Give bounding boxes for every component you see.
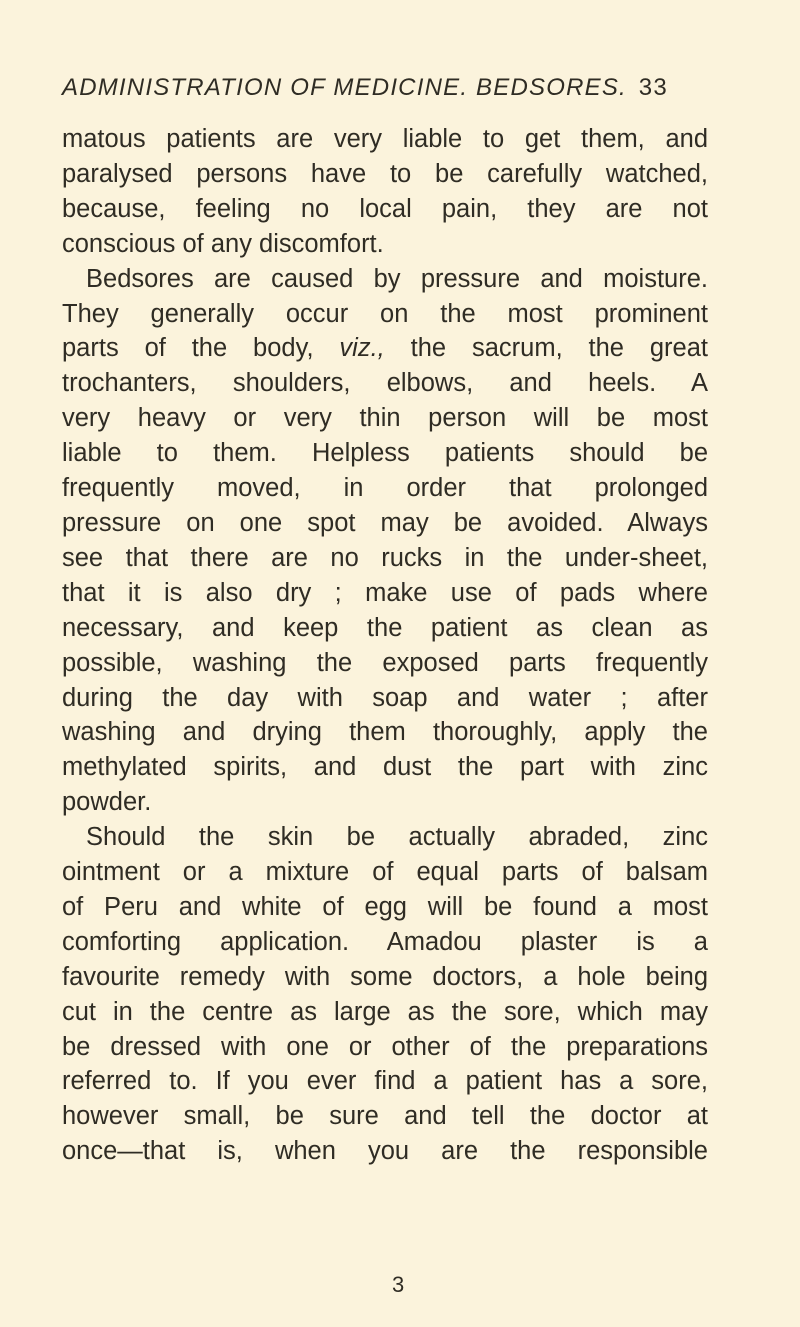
text-line-with-viz: [62, 331, 708, 366]
text-line: of Peru and white of egg will be found a most: [62, 892, 708, 921]
text-line: washing and drying them thoroughly, apply the: [62, 718, 708, 747]
text-line: once—that is, when you are the responsible: [62, 1137, 708, 1166]
text-line: possible, washing the exposed parts frequently: [62, 648, 708, 677]
text-line: methylated spirits, and dust the part with zinc: [62, 753, 708, 782]
running-header: [62, 74, 712, 102]
body-text: [62, 122, 708, 1169]
text-line: necessary, and keep the patient as clean as: [62, 613, 708, 642]
text-line: liable to them. Helpless patients should be: [62, 439, 708, 468]
text-line: matous patients are very liable to get them, and: [62, 125, 708, 153]
text-line: paralysed persons have to be carefully watched,: [62, 159, 708, 188]
text-line: however small, be sure and tell the doctor at: [62, 1102, 708, 1131]
text-line: frequently moved, in order that prolonged: [62, 474, 708, 503]
text-line: cut in the centre as large as the sore, which may: [62, 997, 708, 1026]
text-line: referred to. If you ever find a patient has a sore,: [62, 1067, 708, 1096]
paragraph-start-line: Should the skin be actually abraded, zinc: [86, 823, 708, 852]
text-line: pressure on one spot may be avoided. Always: [62, 508, 708, 537]
text-line: trochanters, shoulders, elbows, and heels. A: [62, 369, 708, 398]
text-line: favourite remedy with some doctors, a hole being: [62, 962, 708, 991]
text-line: see that there are no rucks in the under-sheet,: [62, 543, 708, 572]
text-line: ointment or a mixture of equal parts of balsam: [62, 858, 708, 887]
text-line: that it is also dry ; make use of pads where: [62, 578, 708, 607]
header-title: ADMINISTRATION OF MEDICINE. BEDSORES.: [62, 74, 627, 101]
text-line: comforting application. Amadou plaster is a: [62, 927, 708, 956]
paragraph-start-line: Bedsores are caused by pressure and moisture.: [86, 264, 708, 293]
text-line: very heavy or very thin person will be most: [62, 404, 708, 433]
page-number: 33: [638, 74, 668, 101]
italic-viz: viz.,: [339, 334, 385, 363]
text-segment: the sacrum, the great: [410, 334, 708, 363]
signature-mark: 3: [392, 1272, 405, 1297]
text-line: because, feeling no local pain, they are not: [62, 194, 708, 223]
text-line: conscious of any discomfort.: [62, 229, 384, 258]
text-line: powder.: [62, 788, 152, 817]
text-line: They generally occur on the most prominent: [62, 299, 708, 328]
text-line: during the day with soap and water ; after: [62, 683, 708, 712]
text-line: be dressed with one or other of the preparations: [62, 1032, 708, 1061]
text-segment: parts of the body,: [62, 334, 314, 363]
